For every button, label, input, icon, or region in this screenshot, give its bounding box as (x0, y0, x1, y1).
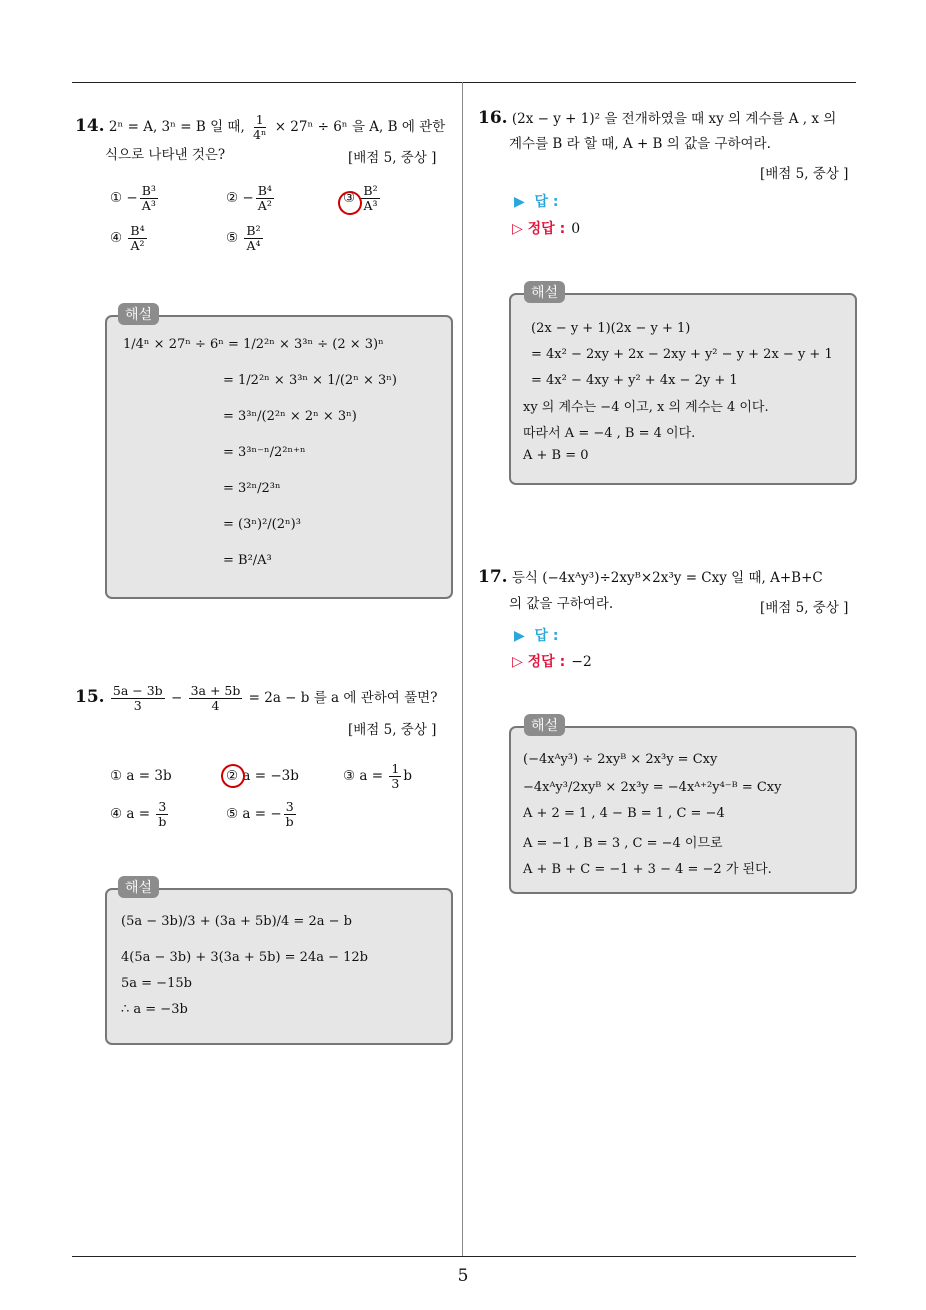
solution-tag: 해설 (118, 876, 159, 898)
play-outline-icon: ▷ (512, 221, 523, 237)
question-14-points: [배점 5, 중상 ] (348, 150, 437, 166)
solution-line: 따라서 A = −4 , B = 4 이다. (523, 426, 696, 441)
question-15-points: [배점 5, 중상 ] (348, 722, 437, 738)
question-17-points: [배점 5, 중상 ] (760, 600, 849, 616)
solution-tag: 해설 (524, 281, 565, 303)
q15-solution-box (105, 888, 453, 1045)
solution-line: = 1/2²ⁿ × 3³ⁿ × 1/(2ⁿ × 3ⁿ) (223, 373, 397, 388)
stem-fraction: $\frac{1}{\text{4ⁿ}}$ (253, 112, 267, 142)
solution-line: = 4x² − 2xy + 2x − 2xy + y² − y + 2x − y + 1 (531, 347, 833, 362)
solution-line: = 4x² − 4xy + y² + 4x − 2y + 1 (531, 373, 738, 388)
solution-line: A = −1 , B = 3 , C = −4 이므로 (523, 836, 723, 851)
correct-answer: ▷ 정답 : 0 (512, 221, 581, 237)
solution-line: = 3²ⁿ/2³ⁿ (223, 481, 281, 496)
header-rule (72, 82, 856, 83)
solution-line: 4(5a − 3b) + 3(3a + 5b) = 24a − 12b (121, 950, 368, 965)
q16-solution-box (509, 293, 857, 485)
q14-solution-box (105, 315, 453, 599)
footer-rule (72, 1256, 856, 1257)
q14-choice-5[interactable]: ⑤ $\frac{\text{B²}}{\text{A⁴}}$ (226, 223, 261, 253)
solution-line: 1/4ⁿ × 27ⁿ ÷ 6ⁿ = 1/2²ⁿ × 3³ⁿ ÷ (2 × 3)ⁿ (123, 337, 384, 352)
question-17-stem-line2: 의 값을 구하여라. (509, 596, 614, 612)
solution-line: = B²/A³ (223, 553, 272, 568)
q17-solution-box (509, 726, 857, 894)
question-16-stem: 16. (2x − y + 1)² 을 전개하였을 때 xy 의 계수를 A , x 의 (478, 108, 837, 128)
play-outline-icon: ▷ (512, 654, 523, 670)
solution-line: A + 2 = 1 , 4 − B = 1 , C = −4 (523, 806, 725, 821)
q14-choice-4[interactable]: ④ $\frac{\text{B⁴}}{\text{A²}}$ (110, 223, 145, 253)
stem-text: 2ⁿ = A, 3ⁿ = B 일 때, (108, 119, 245, 135)
q15-choice-5[interactable]: ⑤ a = − $\frac{3}{b}$ (226, 799, 294, 829)
q15-choice-4[interactable]: ④ a = $\frac{3}{b}$ (110, 799, 167, 829)
question-15-stem: 15. $\frac{5a - 3b}{3}$ − $\frac{3a + 5b}{4}$ = 2a − b 를 a 에 관하여 풀면? (75, 683, 438, 713)
play-icon: ▶ (514, 194, 525, 210)
question-17-stem: 17. 등식 (−4xᴬy³)÷2xyᴮ×2x³y = Cxy 일 때, A+B+C (478, 567, 823, 587)
answer-field[interactable]: ▶ 답 : (514, 194, 559, 210)
solution-tag: 해설 (118, 303, 159, 325)
solution-line: 5a = −15b (121, 976, 192, 991)
page-number: 5 (457, 1266, 469, 1286)
question-16-points: [배점 5, 중상 ] (760, 166, 849, 182)
solution-line: (2x − y + 1)(2x − y + 1) (531, 321, 691, 336)
answer-field[interactable]: ▶ 답 : (514, 628, 559, 644)
solution-line: xy 의 계수는 −4 이고, x 의 계수는 4 이다. (523, 400, 769, 415)
solution-line: ∴ a = −3b (121, 1002, 188, 1017)
question-14-stem (75, 113, 460, 142)
question-number: 15. (75, 687, 105, 707)
solution-line: = (3ⁿ)²/(2ⁿ)³ (223, 517, 301, 532)
play-icon: ▶ (514, 628, 525, 644)
column-divider (462, 82, 463, 1256)
stem-text-tail: × 27ⁿ ÷ 6ⁿ 을 A, B 에 관한 (274, 119, 446, 135)
q15-choice-3[interactable]: ③ a = $\frac{1}{3}$ b (343, 761, 412, 791)
solution-tag: 해설 (524, 714, 565, 736)
solution-line: = 3³ⁿ⁻ⁿ/2²ⁿ⁺ⁿ (223, 445, 306, 460)
question-14-stem-line2: 식으로 나타낸 것은? (105, 147, 226, 163)
question-number: 14. (75, 116, 105, 136)
solution-line: (5a − 3b)/3 + (3a + 5b)/4 = 2a − b (121, 914, 352, 929)
question-number: 16. (478, 108, 508, 128)
q14-choice-2[interactable]: ② − $\frac{\text{B⁴}}{\text{A²}}$ (226, 183, 272, 213)
solution-line: A + B = 0 (523, 448, 589, 463)
question-number: 17. (478, 567, 508, 587)
question-16-stem-line2: 계수를 B 라 할 때, A + B 의 값을 구하여라. (509, 136, 771, 152)
solution-line: A + B + C = −1 + 3 − 4 = −2 가 된다. (523, 862, 772, 877)
solution-line: (−4xᴬy³) ÷ 2xyᴮ × 2x³y = Cxy (523, 752, 718, 767)
correct-answer: ▷ 정답 : −2 (512, 654, 592, 670)
q14-choice-3[interactable]: ③ $\frac{\text{B²}}{\text{A³}}$ (343, 183, 378, 213)
solution-line: −4xᴬy³/2xyᴮ × 2x³y = −4xᴬ⁺²y⁴⁻ᴮ = Cxy (523, 780, 782, 795)
q15-choice-1[interactable]: ① a = 3b (110, 768, 172, 784)
q15-choice-2[interactable]: ② a = −3b (226, 768, 299, 784)
solution-line: = 3³ⁿ/(2²ⁿ × 2ⁿ × 3ⁿ) (223, 409, 357, 424)
selected-answer-circle (218, 761, 249, 792)
q14-choice-1[interactable]: ① − $\frac{\text{B³}}{\text{A³}}$ (110, 183, 156, 213)
